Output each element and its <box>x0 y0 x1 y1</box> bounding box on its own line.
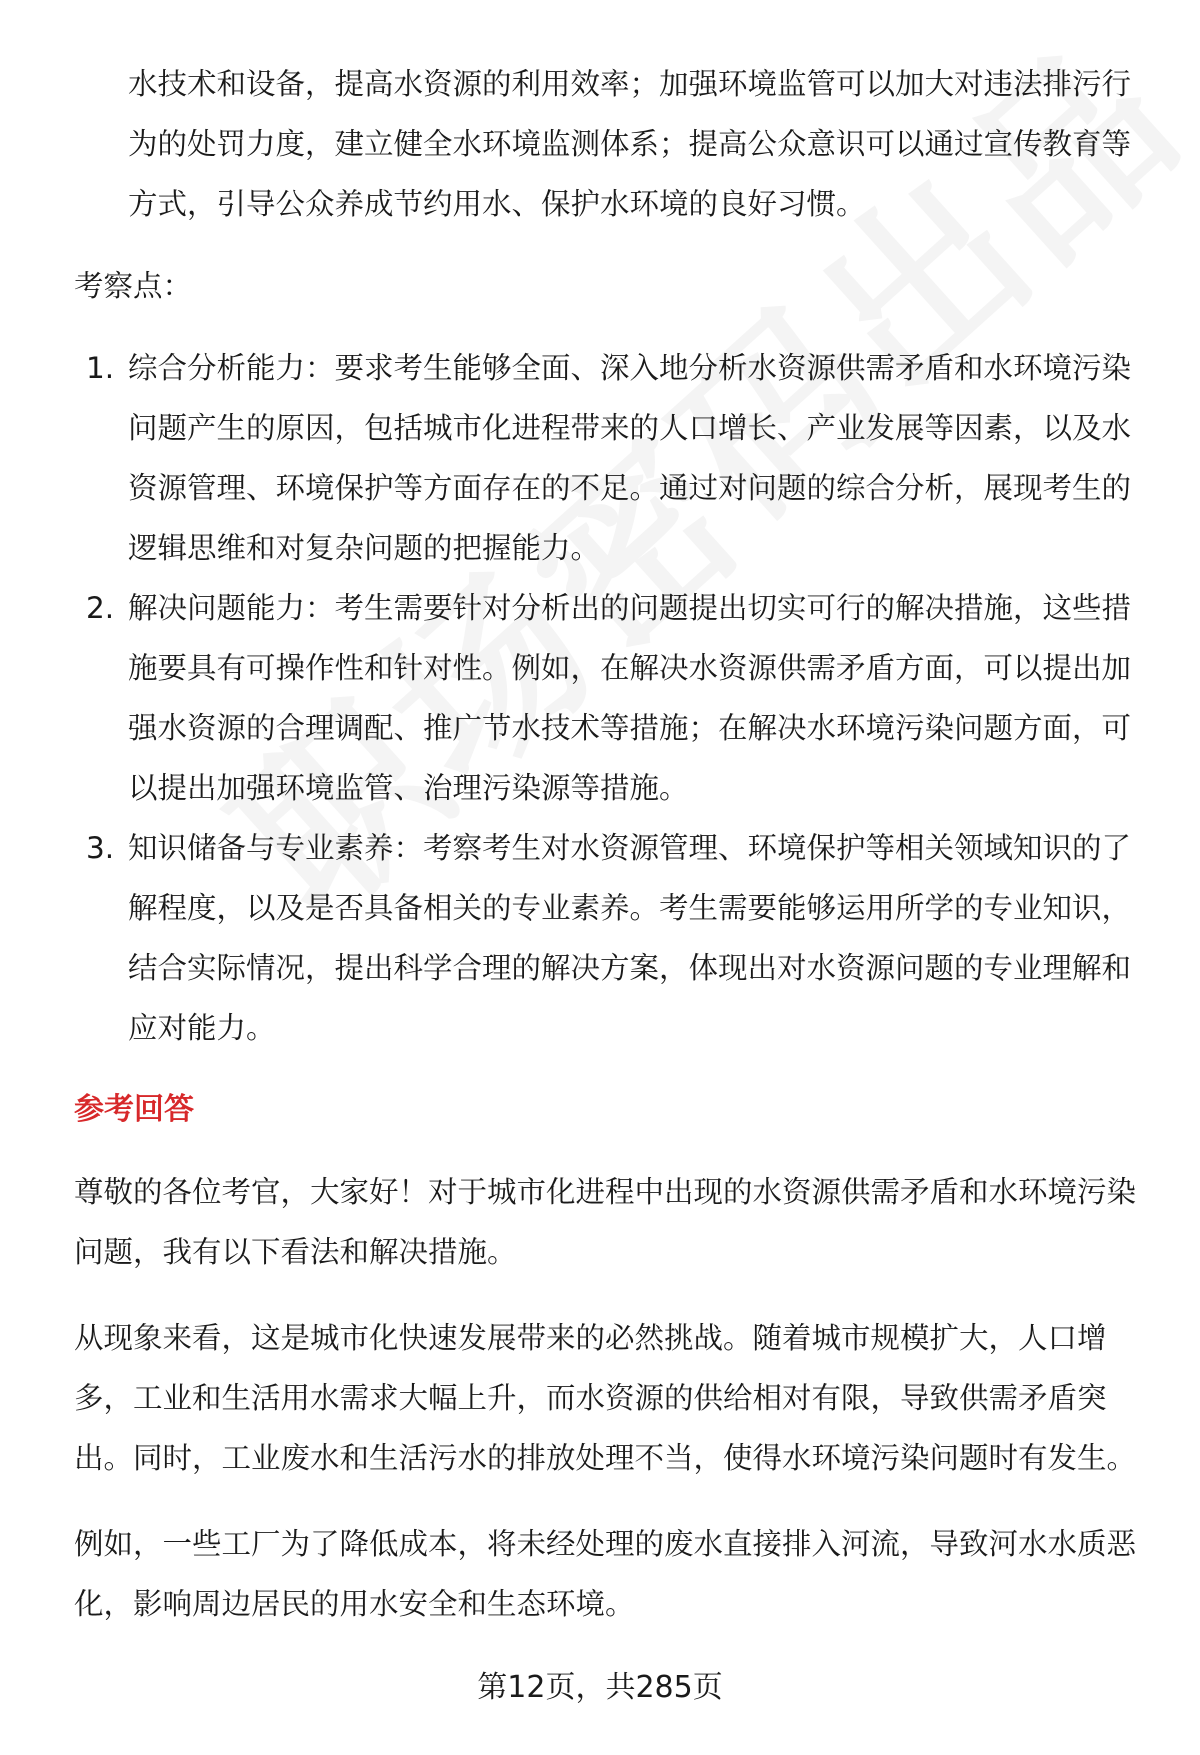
list-item-number: 1. <box>86 351 115 385</box>
list-item-text: 解决问题能力：考生需要针对分析出的问题提出切实可行的解决措施，这些措施要具有可操作性和针对性。例如，在解决水资源供需矛盾方面，可以提出加强水资源的合理调配、推广节水技术等措施；在解决水环境污染问题方面，可以提出加强环境监管、治理污染源等措施。 <box>128 591 1132 805</box>
list-item <box>74 578 1144 818</box>
answer-paragraph: 从现象来看，这是城市化快速发展带来的必然挑战。随着城市规模扩大，人口增多，工业和生活用水需求大幅上升，而水资源的供给相对有限，导致供需矛盾突出。同时，工业废水和生活污水的排放处理不当，使得水环境污染问题时有发生。 <box>74 1321 1137 1475</box>
answer-paragraph: 尊敬的各位考官，大家好！对于城市化进程中出现的水资源供需矛盾和水环境污染问题，我有以下看法和解决措施。 <box>74 1175 1137 1269</box>
list-item-number: 3. <box>86 831 115 865</box>
list-item <box>74 338 1144 578</box>
list-item <box>74 818 1144 1058</box>
list-item-text: 综合分析能力：要求考生能够全面、深入地分析水资源供需矛盾和水环境污染问题产生的原因，包括城市化进程带来的人口增长、产业发展等因素，以及水资源管理、环境保护等方面存在的不足。通过对问题的综合分析，展现考生的逻辑思维和对复杂问题的把握能力。 <box>128 351 1132 565</box>
list-item-number: 2. <box>86 591 115 625</box>
points-heading: 考察点： <box>74 269 193 303</box>
intro-continuation: 水技术和设备，提高水资源的利用效率；加强环境监管可以加大对违法排污行为的处罚力度，建立健全水环境监测体系；提高公众意识可以通过宣传教育等方式，引导公众养成节约用水、保护水环境的良好习惯。 <box>128 67 1132 221</box>
reference-heading: 参考回答 <box>74 1092 194 1127</box>
answer-paragraph: 例如，一些工厂为了降低成本，将未经处理的废水直接排入河流，导致河水水质恶化，影响周边居民的用水安全和生态环境。 <box>74 1527 1137 1621</box>
list-item-text: 知识储备与专业素养：考察考生对水资源管理、环境保护等相关领域知识的了解程度，以及是否具备相关的专业素养。考生需要能够运用所学的专业知识，结合实际情况，提出科学合理的解决方案，体现出对水资源问题的专业理解和应对能力。 <box>128 831 1132 1045</box>
page-content <box>74 54 1144 1634</box>
points-list <box>74 338 1144 1058</box>
page-footer: 第12页，共285页 <box>477 1670 723 1705</box>
